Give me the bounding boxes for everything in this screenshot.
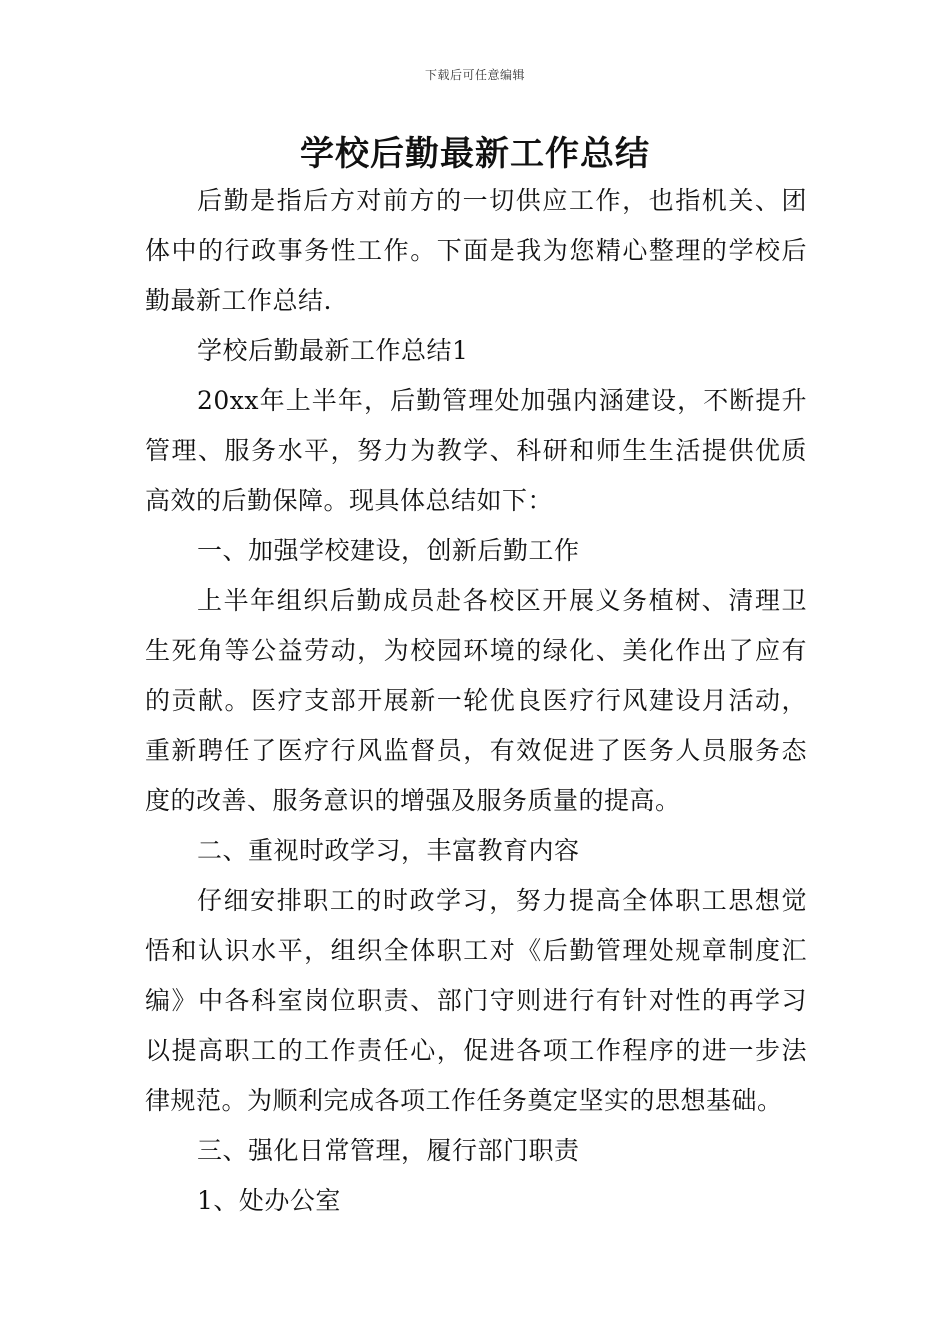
intro-paragraph: 后勤是指后方对前方的一切供应工作，也指机关、团体中的行政事务性工作。下面是我为您精心整理的学校后勤最新工作总结. bbox=[145, 186, 807, 315]
header-note: 下载后可任意编辑 bbox=[424, 68, 525, 82]
body-paragraph: 仔细安排职工的时政学习，努力提高全体职工思想觉悟和认识水平，组织全体职工对《后勤管理处规章制度汇编》中各科室岗位职责、部门守则进行有针对性的再学习以提高职工的工作责任心，促进各项工作程序的进一步法律规范。为顺利完成各项工作任务奠定坚实的思想基础。 bbox=[145, 886, 807, 1115]
subsection-heading: 三、强化日常管理，履行部门职责 bbox=[197, 1136, 580, 1165]
subsection-heading: 一、加强学校建设，创新后勤工作 bbox=[197, 536, 580, 565]
subsection-heading: 二、重视时政学习，丰富教育内容 bbox=[197, 836, 580, 865]
document-title: 学校后勤最新工作总结 bbox=[300, 134, 650, 174]
body-paragraph: 上半年组织后勤成员赴各校区开展义务植树、清理卫生死角等公益劳动，为校园环境的绿化、美化作出了应有的贡献。医疗支部开展新一轮优良医疗行风建设月活动，重新聘任了医疗行风监督员，有效促进了医务人员服务态度的改善、服务意识的增强及服务质量的提高。 bbox=[145, 586, 807, 815]
list-item-heading: 1、处办公室 bbox=[197, 1186, 341, 1215]
body-paragraph: 20xx年上半年，后勤管理处加强内涵建设，不断提升管理、服务水平，努力为教学、科研和师生生活提供优质高效的后勤保障。现具体总结如下： bbox=[145, 386, 807, 515]
section-heading: 学校后勤最新工作总结1 bbox=[197, 336, 469, 365]
document-body bbox=[145, 176, 807, 1226]
